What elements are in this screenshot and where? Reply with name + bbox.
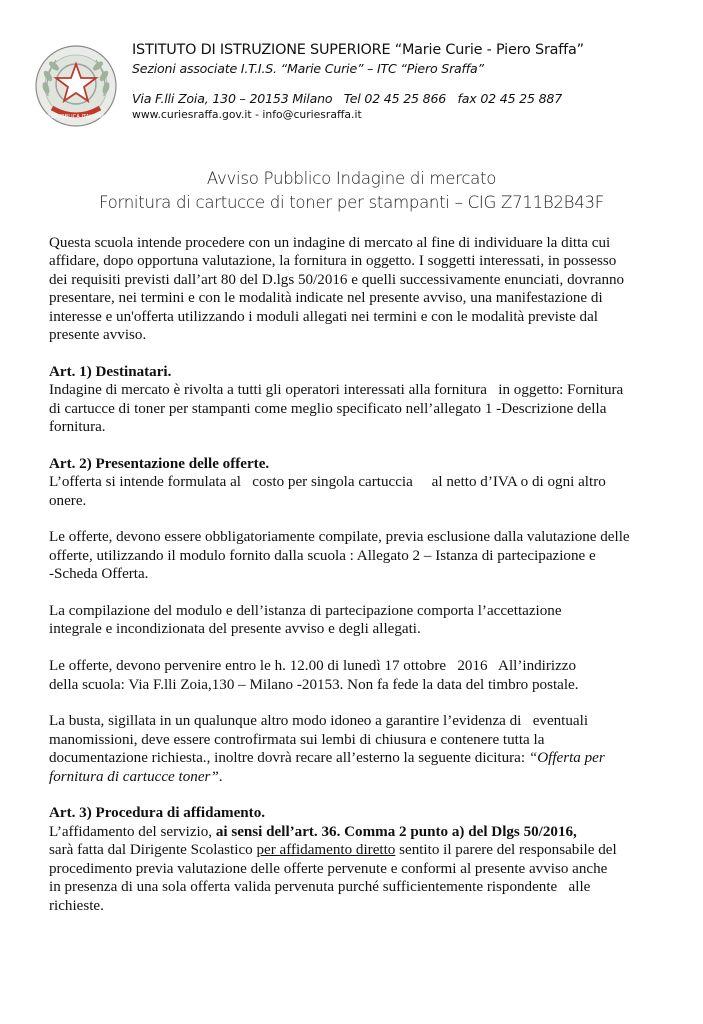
text-run: sarà fatta dal Dirigente Scolastico: [49, 842, 257, 859]
title-line-2: Fornitura di cartucce di toner per stampanti – CIG Z711B2B43F: [98, 193, 605, 212]
title-line-1: Avviso Pubblico Indagine di mercato: [206, 169, 497, 188]
quoted-label: “Offerta per: [528, 750, 605, 767]
article-2-line: [49, 768, 661, 786]
article-2-line: Le offerte, devono pervenire entro le h. 12.00 di lunedì 17 ottobre 2016 All’indirizzo: [49, 658, 577, 675]
school-web-contacts: www.curiesraffa.gov.it - info@curiesraffa.it: [132, 108, 362, 121]
text-run: .: [218, 768, 223, 785]
document-body: [49, 234, 661, 915]
article-3-heading: Art. 3) Procedura di affidamento.: [49, 805, 266, 822]
quoted-label: fornitura di cartucce toner”: [49, 768, 219, 785]
school-sections: Sezioni associate I.T.I.S. “Marie Curie” – ITC “Piero Sraffa”: [132, 61, 484, 76]
article-2-heading: Art. 2) Presentazione delle offerte.: [49, 455, 270, 472]
article-2-line: offerte, utilizzando il modulo fornito dalla scuola : Allegato 2 – Istanza di partecipazione e: [49, 547, 596, 564]
article-2-line: L’offerta si intende formulata al costo per singola cartuccia al netto d’IVA o di ogni altro: [49, 474, 606, 491]
article-3-line: [49, 823, 661, 841]
article-1-line: di cartucce di toner per stampanti come meglio specificato nell’allegato 1 -Descrizione della: [49, 400, 607, 417]
article-1-heading: Art. 1) Destinatari.: [49, 363, 172, 380]
article-3-line: procedimento previa valutazione delle offerte pervenute e conformi al presente avviso anche: [49, 860, 608, 877]
article-2-line: La busta, sigillata in un qualunque altro modo idoneo a garantire l’evidenza di eventuali: [49, 713, 589, 730]
article-2-line: manomissioni, deve essere controfirmata sui lembi di chiusura e contenere tutta la: [49, 731, 545, 748]
text-run: sentito il parere del responsabile del: [395, 842, 617, 859]
article-2-line: La compilazione del modulo e dell’istanza di partecipazione comporta l’accettazione: [49, 603, 562, 620]
article-3-line: richieste.: [49, 897, 104, 914]
text-run: L’affidamento del servizio,: [49, 823, 216, 840]
text-run: documentazione richiesta., inoltre dovrà recare all’esterno la seguente dicitura:: [49, 750, 529, 767]
article-3-line: in presenza di una sola offerta valida pervenuta purché sufficientemente rispondente alle: [49, 879, 591, 896]
notice-title: [0, 167, 703, 215]
intro-line: affidare, dopo opportuna valutazione, la fornitura in oggetto. I soggetti interessati, in possesso: [49, 253, 617, 270]
intro-line: presente avviso.: [49, 327, 147, 344]
legal-reference: ai sensi dell’art. 36. Comma 2 punto a) del Dlgs 50/2016,: [215, 823, 577, 840]
intro-paragraph: [49, 234, 661, 344]
article-3: [49, 804, 661, 914]
article-2-line: [49, 749, 661, 767]
intro-line: presentare, nei termini e con le modalità indicate nel presente avviso, una manifestazione di: [49, 290, 603, 307]
school-name: ISTITUTO DI ISTRUZIONE SUPERIORE “Marie Curie - Piero Sraffa”: [132, 42, 584, 58]
emblem-text: REPUBBLICA ITALIANA: [47, 114, 105, 120]
italian-republic-emblem-icon: [34, 44, 118, 128]
letterhead: [132, 41, 584, 122]
article-1: [49, 363, 661, 437]
underlined-text: per affidamento diretto: [256, 842, 396, 859]
intro-line: dei requisiti previsti dall’art 80 del D.lgs 50/2016 e quelli successivamente enunciati, dovranno: [49, 271, 625, 288]
article-2: [49, 455, 661, 786]
intro-line: Questa scuola intende procedere con un indagine di mercato al fine di individuare la ditta cui: [49, 235, 611, 251]
article-2-line: onere.: [49, 492, 87, 509]
article-2-line: -Scheda Offerta.: [49, 566, 149, 583]
article-1-line: Indagine di mercato è rivolta a tutti gli operatori interessati alla fornitura in oggetto: Fornitura: [49, 382, 624, 399]
article-1-line: fornitura.: [49, 419, 106, 436]
article-2-line: Le offerte, devono essere obbligatoriamente compilate, previa esclusione dalla valutazione delle: [49, 529, 630, 546]
article-2-line: integrale e incondizionata del presente avviso e degli allegati.: [49, 621, 421, 638]
intro-line: interesse e un'offerta utilizzando i moduli allegati nei termini e con le modalità previste dal: [49, 308, 598, 325]
article-2-line: della scuola: Via F.lli Zoia,130 – Milano -20153. Non fa fede la data del timbro postale.: [49, 676, 579, 693]
school-address: Via F.lli Zoia, 130 – 20153 Milano Tel 02 45 25 866 fax 02 45 25 887: [132, 91, 563, 106]
article-3-line: [49, 841, 661, 859]
